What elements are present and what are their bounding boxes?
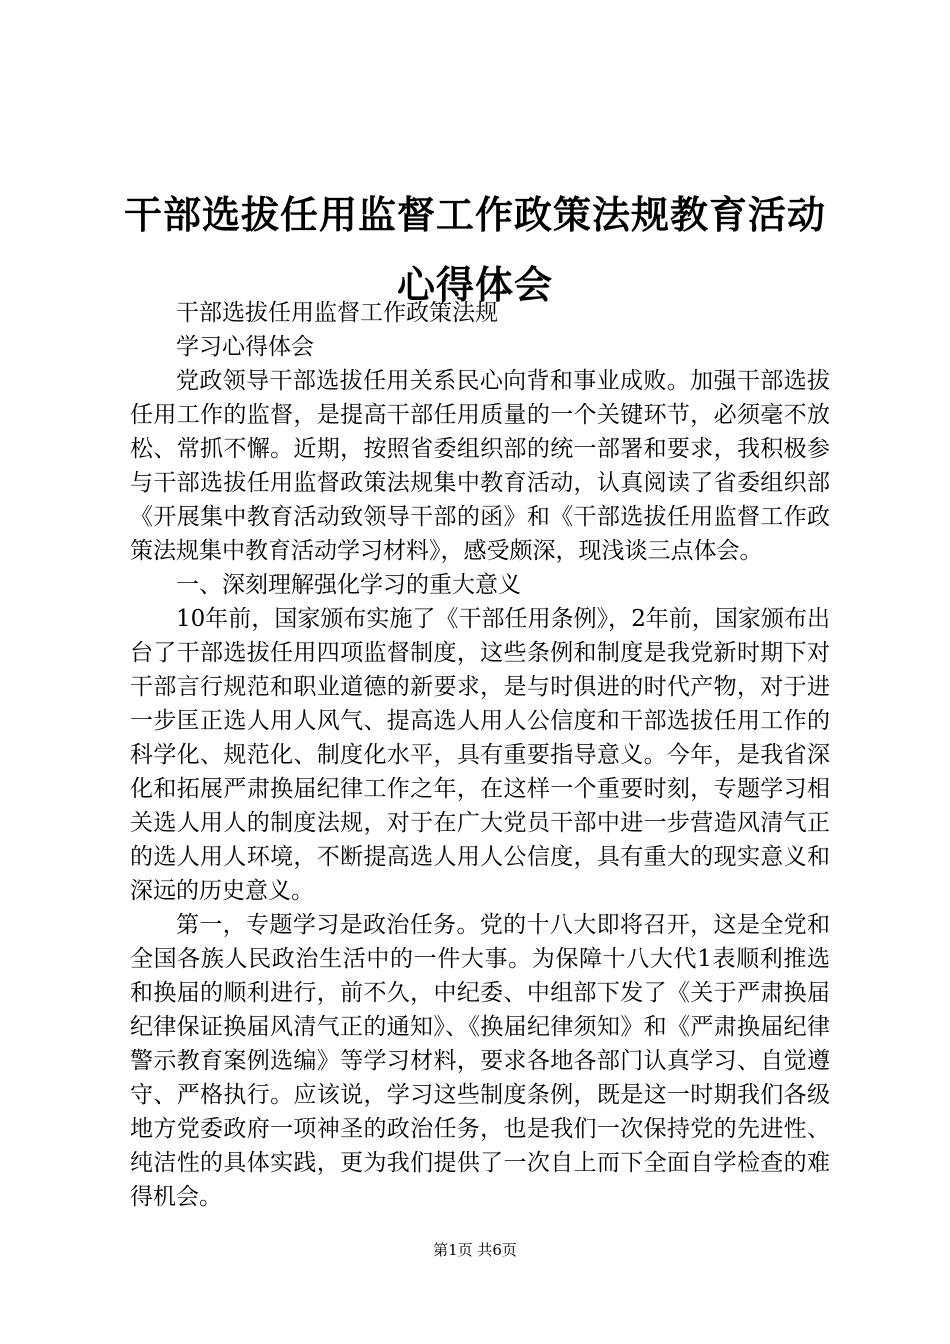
section-paragraph-2: 第一，专题学习是政治任务。党的十八大即将召开，这是全党和全国各族人民政治生活中的一件大事。为保障十八大代1表顺利推选和换届的顺利进行，前不久，中纪委、中组部下发了《关于严肃换届纪律保证换届风清气正的通知》、《换届纪律须知》和《严肃换届纪律警示教育案例选编》等学习材料，要求各地各部门认真学习、自觉遵守、严格执行。应该说，学习这些制度条例，既是这一时期我们各级地方党委政府一项神圣的政治任务，也是我们一次保持党的先进性、纯洁性的具体实践，更为我们提供了一次自上而下全面自学检查的难得机会。 [130, 912, 830, 1210]
document-title: 干部选拔任用监督工作政策法规教育活动心得体会 [123, 193, 826, 307]
subtitle-line-1: 干部选拔任用监督工作政策法规 [176, 300, 498, 326]
intro-paragraph: 党政领导干部选拔任用关系民心向背和事业成败。加强干部选拔任用工作的监督，是提高干部任用质量的一个关键环节，必须毫不放松、常抓不懈。近期，按照省委组织部的统一部署和要求，我积极参与干部选拔任用监督政策法规集中教育活动，认真阅读了省委组织部《开展集中教育活动致领导干部的函》和《干部选拔任用监督工作政策法规集中教育活动学习材料》，感受颇深，现浅谈三点体会。 [130, 368, 830, 564]
subtitle-line-2: 学习心得体会 [176, 334, 314, 360]
section-heading-1: 一、深刻理解强化学习的重大意义 [176, 572, 521, 598]
document-body [130, 296, 830, 1214]
section-paragraph-1: 10年前，国家颁布实施了《干部任用条例》，2年前，国家颁布出台了干部选拔任用四项监督制度，这些条例和制度是我党新时期下对干部言行规范和职业道德的新要求，是与时俱进的时代产物，对于进一步匡正选人用人风气、提高选人用人公信度和干部选拔任用工作的科学化、规范化、制度化水平，具有重要指导意义。今年，是我省深化和拓展严肃换届纪律工作之年，在这样一个重要时刻，专题学习相关选人用人的制度法规，对于在广大党员干部中进一步营造风清气正的选人用人环境，不断提高选人用人公信度，具有重大的现实意义和深远的历史意义。 [130, 606, 830, 904]
page-footer: 第1页 共6页 [433, 1241, 517, 1259]
